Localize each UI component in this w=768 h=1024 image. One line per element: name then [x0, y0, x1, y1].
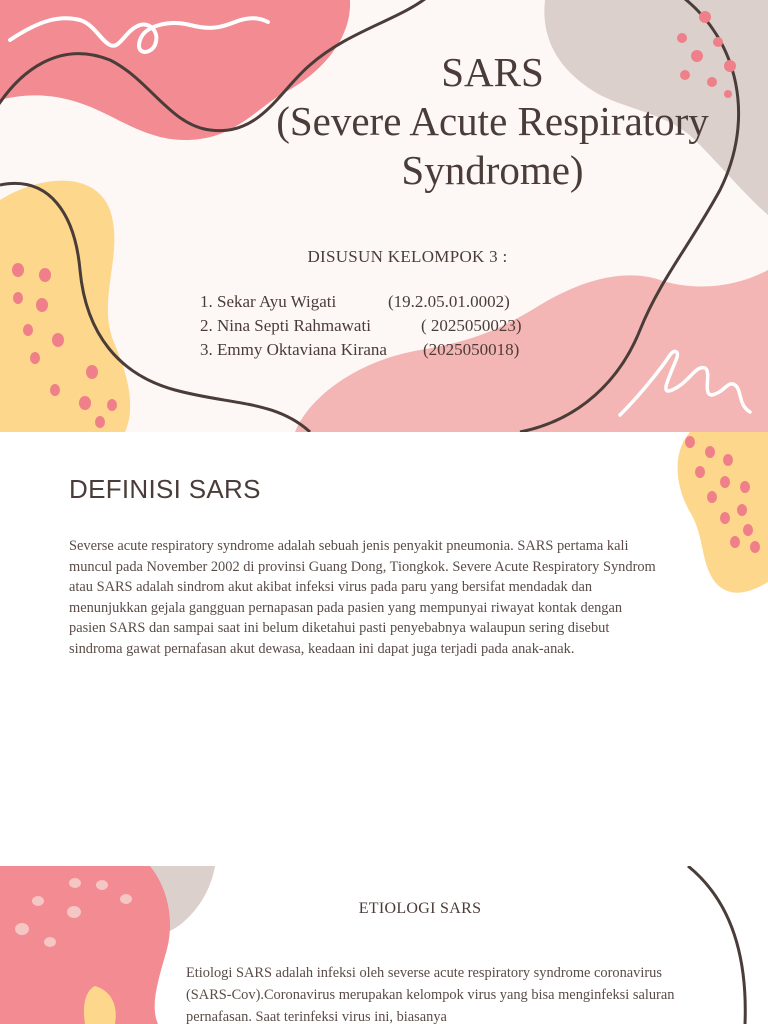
etiology-slide	[0, 866, 768, 1024]
member-id: (19.2.05.01.0002)	[388, 292, 510, 311]
group-label: DISUSUN KELOMPOK 3 :	[307, 247, 508, 266]
etiology-body: Etiologi SARS adalah infeksi oleh severse acute respiratory syndrome coronavirus (SARS-Cov).Coronavirus merupakan kelompok virus yang bisa menginfeksi saluran pernafasan. Saat terinfeksi virus ini, biasanya	[186, 965, 675, 1024]
etiology-heading: ETIOLOGI SARS	[358, 900, 482, 917]
title-line-3: Syndrome)	[401, 147, 584, 194]
pink-blob-left	[0, 866, 170, 1024]
cover-title	[240, 48, 745, 196]
member-name: 1. Sekar Ayu Wigati	[200, 292, 337, 311]
title-line-2: (Severe Acute Respiratory	[276, 98, 709, 145]
dark-curve-line-4	[688, 866, 745, 1024]
yellow-blob-right	[678, 432, 768, 593]
definition-body: Severse acute respiratory syndrome adalah sebuah jenis penyakit pneumonia. SARS pertama kali muncul pada November 2002 di provinsi Guang Dong, Tiongkok. Severe Acute Respiratory Syndrom atau SARS adalah sindrom akut akibat infeksi virus pada paru yang bersifat mendadak dan menunjukkan gejala gangguan pernapasan pada pasien yang mempunyai riwayat kontak dengan pasien SARS dan sampai saat ini belum diketahui pasti penyebabnya walaupun sering disebut sindroma gawat pernafasan akut dewasa, keadaan ini dapat juga terjadi pada anak-anak.	[69, 538, 656, 657]
title-line-1: SARS	[441, 49, 544, 95]
member-id: (2025050018)	[423, 340, 520, 359]
cover-slide	[0, 0, 768, 432]
definition-slide	[0, 432, 768, 840]
member-id: ( 2025050023)	[421, 316, 522, 335]
definition-heading: DEFINISI SARS	[69, 474, 261, 504]
member-name: 3. Emmy Oktaviana Kirana	[200, 340, 387, 359]
member-name: 2. Nina Septi Rahmawati	[200, 316, 371, 335]
